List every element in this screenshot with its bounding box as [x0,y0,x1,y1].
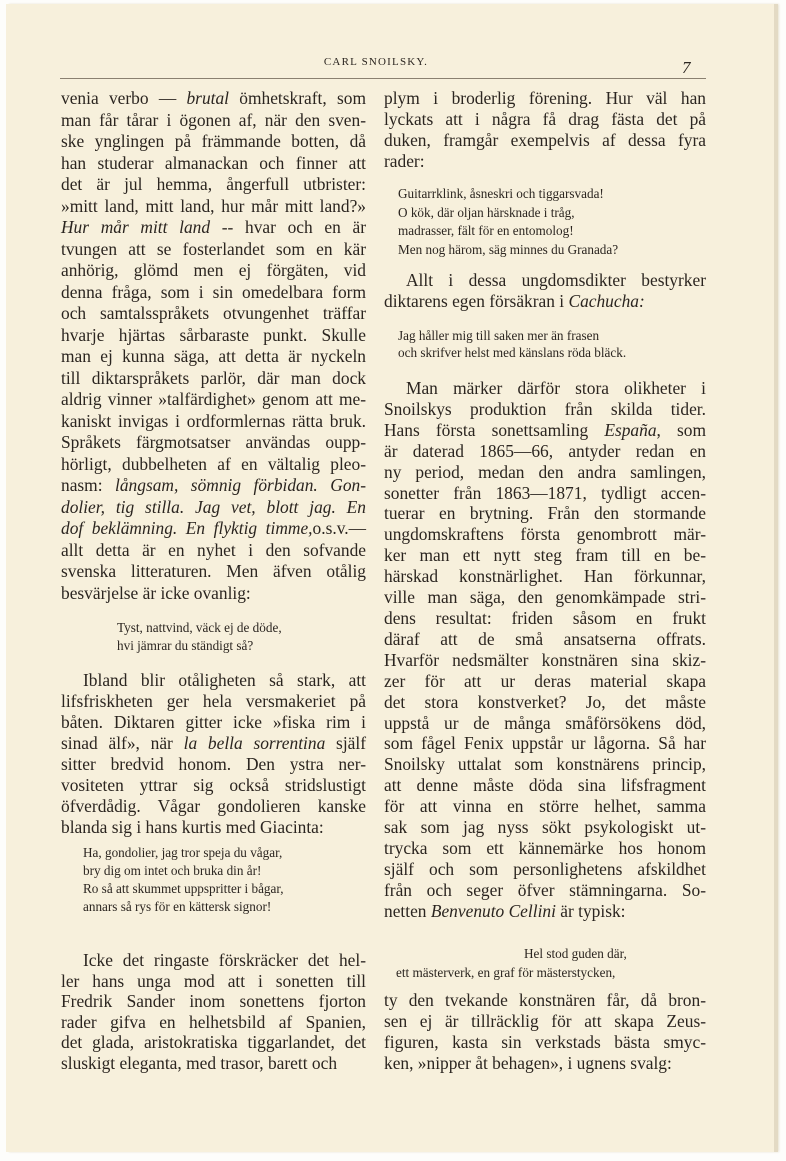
text-line [61,796,366,817]
text-line [61,991,366,1012]
text-line [61,174,366,196]
text-segment: plym i broderlig förening. Hur väl han [384,88,706,108]
text-line [61,303,366,325]
text-line [61,733,366,754]
paragraph [384,270,706,312]
text-line [61,1053,366,1074]
italic-text: dof beklämning. En flyktig timme, [61,518,313,538]
text-segment: ny period, medan den andra samlingen, [384,461,706,482]
verse-quote [384,327,706,361]
text-segment: denna fråga, som i sin omedelbara form [61,281,366,302]
text-line [61,432,366,454]
text-segment: tvungen att se fosterlandet som en kär [61,238,366,259]
text-line [384,754,706,775]
paragraph [61,88,366,604]
text-segment: annars så rys för en kättersk signor! [83,899,272,914]
text-segment: Icke det ringaste förskräcker det hel- [83,950,366,970]
text-segment: tuerar en brytning. Från den stormande [384,503,706,524]
text-segment: det stora konstverket? Jo, det måste [384,691,706,712]
text-segment: »mitt land, mitt land, hur mår mitt land?» [61,195,366,216]
text-line [384,483,706,504]
text-line [61,561,366,583]
text-segment: det är jul hemma, ångerfull utbrister: [61,174,366,194]
italic-text: dolier, tig stilla. Jag vet, blott jag. En [61,496,366,517]
text-line [61,518,366,540]
text-segment: härskad konstnärlighet. Han förkunnar, [384,566,706,587]
verse-line [384,944,706,963]
text-segment: hörligt, dubbelheten af en vältalig pleo- [61,453,366,474]
text-line [384,901,706,922]
text-segment: att denne måste döda sina lifsfragment [384,775,706,796]
text-line [61,325,366,347]
text-segment: O kök, där oljan härsknade i tråg, [398,204,575,220]
text-segment: och skrifver helst med känslans röda bläck. [398,345,627,361]
text-segment: diktarens egen försäkran i [384,291,569,311]
text-line [61,817,366,838]
text-line [384,838,706,859]
text-line [61,260,366,282]
text-line [384,545,706,566]
text-line [61,368,366,390]
text-segment: och samtalsspråkets otvungenhet träffar [61,303,366,323]
text-segment: sak som jag nyss sökt psykologiskt ut- [384,817,706,838]
italic-text: Hur mår mitt land [61,217,211,237]
text-segment: bry dig om intet och bruka din år! [83,863,262,878]
verse-line [384,222,706,241]
text-segment: svenska litteraturen. Men äfven otålig [61,561,366,581]
text-segment: Ha, gondolier, jag tror speja du vågar, [83,845,283,860]
page-number: 7 [682,58,691,77]
text-line [384,990,706,1011]
text-segment: hvi jämrar du ständigt så? [117,638,254,653]
paragraph [61,670,366,838]
text-line [61,1032,366,1053]
text-line [384,88,706,109]
verse-quote [61,619,366,655]
text-line [384,151,706,172]
text-segment: hvarje hjärtas sårbaraste punkt. Skulle [61,324,366,345]
text-line [61,775,366,796]
text-line [384,566,706,587]
text-segment: för att vinna en större helhet, samma [384,796,706,817]
verse-line [61,862,366,880]
verse-quote [384,185,706,260]
text-line [61,217,366,239]
text-segment: nasm: [61,475,116,495]
italic-text: långsam, sömnig förbidan. Gon- [115,475,367,495]
text-segment: däraf att de små ansatserna offrats. [384,628,706,649]
text-segment: är typisk: [555,900,626,921]
text-segment: själf [325,733,366,753]
text-line [61,670,366,691]
text-segment: rader: [384,151,425,171]
verse-quote [384,944,706,982]
text-segment: ken, »nipper åt behagen», i ugnens svalg: [384,1053,672,1073]
text-line [61,153,366,175]
text-line [384,629,706,650]
text-segment: ömhetskraft, som [229,88,366,108]
text-line [384,130,706,151]
text-line [384,650,706,671]
text-line [61,110,366,132]
text-segment: man ej kunna säga, att detta är nyckeln [61,346,366,366]
text-line [61,475,366,497]
verse-line [61,898,366,916]
text-line [384,775,706,796]
text-segment: dens resultat: friden såsom en frukt [384,607,706,628]
verse-line [61,619,366,637]
text-line [384,671,706,692]
text-segment: ske ynglingen på främmande botten, då [61,131,366,151]
text-segment: lyckats att i några få drag fästa det på [384,109,706,129]
verse-quote [61,844,366,916]
verse-line [61,844,366,862]
text-line [61,583,366,605]
text-segment: själf och som personlighetens afskildhet [384,858,706,879]
text-line [384,462,706,483]
text-segment: besvärjelse är icke ovanlig: [61,582,251,603]
text-line [61,282,366,304]
text-line [61,712,366,733]
text-segment: Hvarför nedsmälter konstnären sina skiz- [384,649,706,670]
text-segment: Man märker därför stora olikheter i [406,378,706,398]
text-segment: Fredrik Sander inom sonettens fjorton [61,991,366,1012]
verse-line [384,344,706,361]
verse-line [384,185,706,204]
text-segment: netten [384,900,431,921]
running-head: CARL SNOILSKY. [323,56,429,68]
text-line [384,270,706,291]
text-segment: Men nog härom, säg minnes du Granada? [398,242,619,258]
text-line [384,733,706,754]
text-segment: Tyst, nattvind, väck ej de döde, [117,620,282,635]
text-line [61,346,366,368]
text-line [384,796,706,817]
text-line [384,291,706,312]
header-rule [60,78,706,79]
text-line [384,1032,706,1053]
text-segment: det glada, aristokratiska tiggarlandet, det [61,1032,366,1053]
book-page [6,4,776,1152]
text-segment: -- hvar och en är [210,217,366,237]
text-segment: ungdomskraftens första genombrott mär- [384,524,706,545]
text-line [384,713,706,734]
text-line [61,239,366,261]
text-line [61,389,366,411]
text-segment: från och seger öfver stämningarna. So- [384,879,706,900]
italic-text: Benvenuto Cellini [430,900,556,921]
text-segment: Hel stod guden där, [524,946,627,961]
text-line [61,950,366,971]
verse-line [384,204,706,223]
paragraph [384,990,706,1074]
text-segment: aldrig vinner »talfärdighet» genom att me- [61,389,366,409]
text-line [384,880,706,901]
text-line [384,420,706,441]
text-segment: Språkets färgmotsatser användas oupp- [61,432,366,452]
text-segment: ett mästerverk, en graf för mästerstycken, [396,965,616,980]
italic-text: la bella sorrentina [183,733,326,753]
text-line [61,1012,366,1033]
text-segment: ty den tvekande konstnären får, då bron- [384,990,706,1010]
text-segment: Jag håller mig till saken mer än frasen [398,328,600,343]
text-segment: sitter bredvid honom. Den ystra ner- [61,754,366,774]
text-line [61,454,366,476]
text-line [384,1011,706,1032]
text-line [61,411,366,433]
text-segment: kaniskt invigas i ordformlernas rätta bruk. [61,410,366,431]
text-segment: o.s.v.— [312,518,366,538]
page-edge [774,4,778,1152]
text-segment: Ro så att skummet uppspritter i bågar, [83,881,284,896]
text-line [61,88,366,110]
text-segment: uppstå ur de många småförsökens död, [384,712,706,733]
text-line [384,399,706,420]
text-segment: sluskigt eleganta, med trasor, barett och [61,1052,338,1073]
text-segment: duken, framgår exempelvis af dessa fyra [384,130,706,150]
text-segment: ville man säga, den genomkämpade stri- [384,587,706,608]
text-segment: venia verbo — [61,88,187,108]
text-segment: han studerar almanackan och finner att [61,152,366,173]
verse-line [61,637,366,655]
text-segment: båten. Diktaren gitter icke »fiska rim i [61,712,366,732]
text-line [384,378,706,399]
text-segment: vositeten yttrar sig också stridslustigt [61,775,366,795]
text-segment: anhörig, glömd men ej förgäten, vid [61,260,366,280]
text-line [61,196,366,218]
text-segment: sinad älf», när [61,733,184,753]
text-line [384,859,706,880]
text-segment: blanda sig i hans kurtis med Giacinta: [61,817,324,837]
text-segment: sen ej är tillräcklig för att skapa Zeus- [384,1011,706,1031]
text-segment: Guitarrklink, åsneskri och tiggarsvada! [398,186,604,201]
italic-text: Cachucha: [568,291,645,311]
text-segment: sonetter från 1863—1871, tydligt accen- [384,482,706,503]
text-segment: madrasser, fält för en entomolog! [398,223,574,239]
text-segment: öfverdådig. Vågar gondolieren kanske [61,796,366,816]
text-segment: figuren, kasta sin verkstads bästa smyc- [384,1032,706,1052]
text-segment: man får tårar i ögonen af, när den sven- [61,109,366,130]
text-segment: Allt i dessa ungdomsdikter bestyrker [406,270,706,290]
text-line [61,540,366,562]
text-line [61,497,366,519]
text-segment: till diktarspråkets parlör, där man dock [61,367,366,388]
text-line [384,109,706,130]
text-line [61,691,366,712]
text-segment: Ibland blir otåligheten så stark, att [83,670,366,690]
text-line [384,524,706,545]
text-segment: Snoilsky uttalat som konstnärens princip, [384,754,706,775]
text-segment: Hans första sonettsamling [384,419,605,440]
italic-text: España [604,419,657,440]
text-segment: , som [656,419,706,440]
paragraph [384,378,706,922]
text-line [61,754,366,775]
text-segment: trycka som ett kännemärke hos honom [384,837,706,858]
text-line [384,1053,706,1074]
text-line [384,587,706,608]
text-line [384,441,706,462]
text-line [384,503,706,524]
text-line [384,692,706,713]
verse-line [384,327,706,344]
verse-line [61,880,366,898]
paragraph [61,950,366,1074]
verse-line [384,241,706,260]
text-segment: zer för att ur deras material skapa [384,670,706,691]
paragraph [384,88,706,172]
verse-line [384,963,706,982]
text-segment: som fågel Fenix uppstår ur lågorna. Så har [384,733,706,754]
text-line [384,817,706,838]
text-segment: ler hans unga mod att i sonetten till [61,970,366,991]
text-segment: lifsfriskheten ger hela versmakeriet på [61,691,366,711]
text-line [384,608,706,629]
text-segment: ker man ett nytt steg fram till en be- [384,545,706,566]
text-line [61,131,366,153]
text-segment: rader gifva en helhetsbild af Spanien, [61,1011,366,1032]
text-segment: Snoilskys produktion från skilda tider. [384,398,706,419]
text-line [61,971,366,992]
italic-text: brutal [186,88,230,108]
text-segment: är daterad 1865—66, antyder redan en [384,440,706,461]
text-segment: allt detta är en nyhet i den sofvande [61,539,366,560]
